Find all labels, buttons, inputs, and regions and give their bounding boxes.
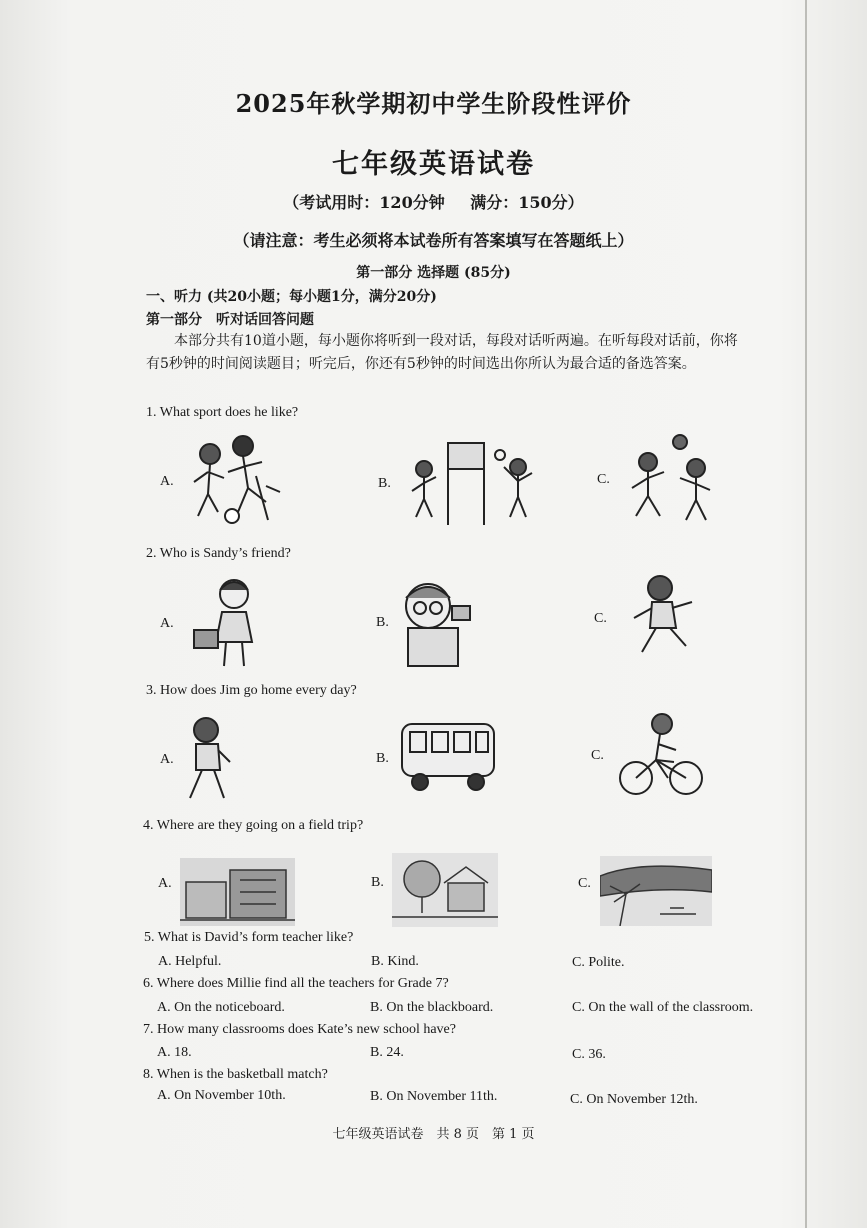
question-7: 7. How many classrooms does Kate’s new school have? — [143, 1022, 456, 1037]
q8-option-b: B. On November 11th. — [370, 1089, 498, 1104]
question-6: 6. Where does Millie find all the teachers for Grade 7? — [143, 976, 449, 991]
q1-option-a: A. — [160, 474, 174, 489]
running-girl-picture — [622, 572, 704, 660]
q4-option-c: C. — [578, 876, 591, 891]
q3-option-a: A. — [160, 752, 174, 767]
grandmother-picture — [398, 576, 483, 668]
q6-option-a: A. On the noticeboard. — [157, 1000, 285, 1015]
question-8: 8. When is the basketball match? — [143, 1067, 328, 1082]
volleyball-players-picture — [400, 437, 545, 527]
q2-option-c: C. — [594, 611, 607, 626]
score-label: 满分：150分） — [470, 193, 584, 212]
q7-option-c: C. 36. — [572, 1047, 606, 1062]
q5-option-b: B. Kind. — [371, 954, 419, 969]
q2-option-b: B. — [376, 615, 389, 630]
schoolgirl-picture — [190, 572, 270, 672]
question-5: 5. What is David’s form teacher like? — [144, 930, 354, 945]
basketball-players-picture — [620, 432, 715, 527]
q5-option-a: A. Helpful. — [158, 954, 222, 969]
question-2: 2. Who is Sandy’s friend? — [146, 546, 291, 561]
q2-option-a: A. — [160, 616, 174, 631]
football-players-picture — [188, 432, 283, 530]
listening-instructions: 本部分共有10道小题，每小题你将听到一段对话，每段对话听两遍。在听每段对话前，你将有5秒钟的时间阅读题目；听完后，你还有5秒钟的时间选出你所认为最合适的备选答案。 — [146, 333, 738, 372]
q5-option-c: C. Polite. — [572, 955, 625, 970]
q7-option-b: B. 24. — [370, 1045, 404, 1060]
page-edge — [805, 0, 807, 1228]
q1-option-c: C. — [597, 472, 610, 487]
exam-info — [0, 190, 867, 213]
q6-option-c: C. On the wall of the classroom. — [572, 1000, 754, 1015]
q6-option-b: B. On the blackboard. — [370, 1000, 494, 1015]
q3-option-c: C. — [591, 748, 604, 763]
q8-option-a: A. On November 10th. — [157, 1088, 286, 1103]
beach-picture — [600, 856, 712, 926]
q4-option-a: A. — [158, 876, 172, 891]
listening-section-title: 一、听力 (共20小题；每小题1分，满分20分) — [146, 289, 437, 305]
exam-notice: （请注意：考生必须将本试卷所有答案填写在答题纸上） — [233, 231, 634, 250]
listening-sub-title: 第一部分 听对话回答问题 — [146, 312, 314, 328]
q1-option-b: B. — [378, 476, 391, 491]
exam-subtitle: 七年级英语试卷 — [332, 149, 535, 180]
cyclist-picture — [616, 710, 704, 798]
bus-picture — [398, 718, 500, 794]
farm-picture — [392, 853, 498, 927]
time-label: （考试用时：120分钟 — [283, 193, 445, 212]
question-4: 4. Where are they going on a field trip? — [143, 818, 364, 833]
factory-picture — [180, 858, 295, 926]
q8-option-c: C. On November 12th. — [570, 1092, 698, 1107]
question-3: 3. How does Jim go home every day? — [146, 683, 357, 698]
walking-boy-picture — [182, 714, 237, 804]
question-1: 1. What sport does he like? — [146, 405, 299, 420]
page-footer: 七年级英语试卷 共 8 页 第 1 页 — [332, 1127, 535, 1142]
exam-title: 2025年秋学期初中学生阶段性评价 — [235, 89, 632, 118]
q7-option-a: A. 18. — [157, 1045, 192, 1060]
part-one-title: 第一部分 选择题 (85分) — [356, 265, 511, 281]
q3-option-b: B. — [376, 751, 389, 766]
q4-option-b: B. — [371, 875, 384, 890]
